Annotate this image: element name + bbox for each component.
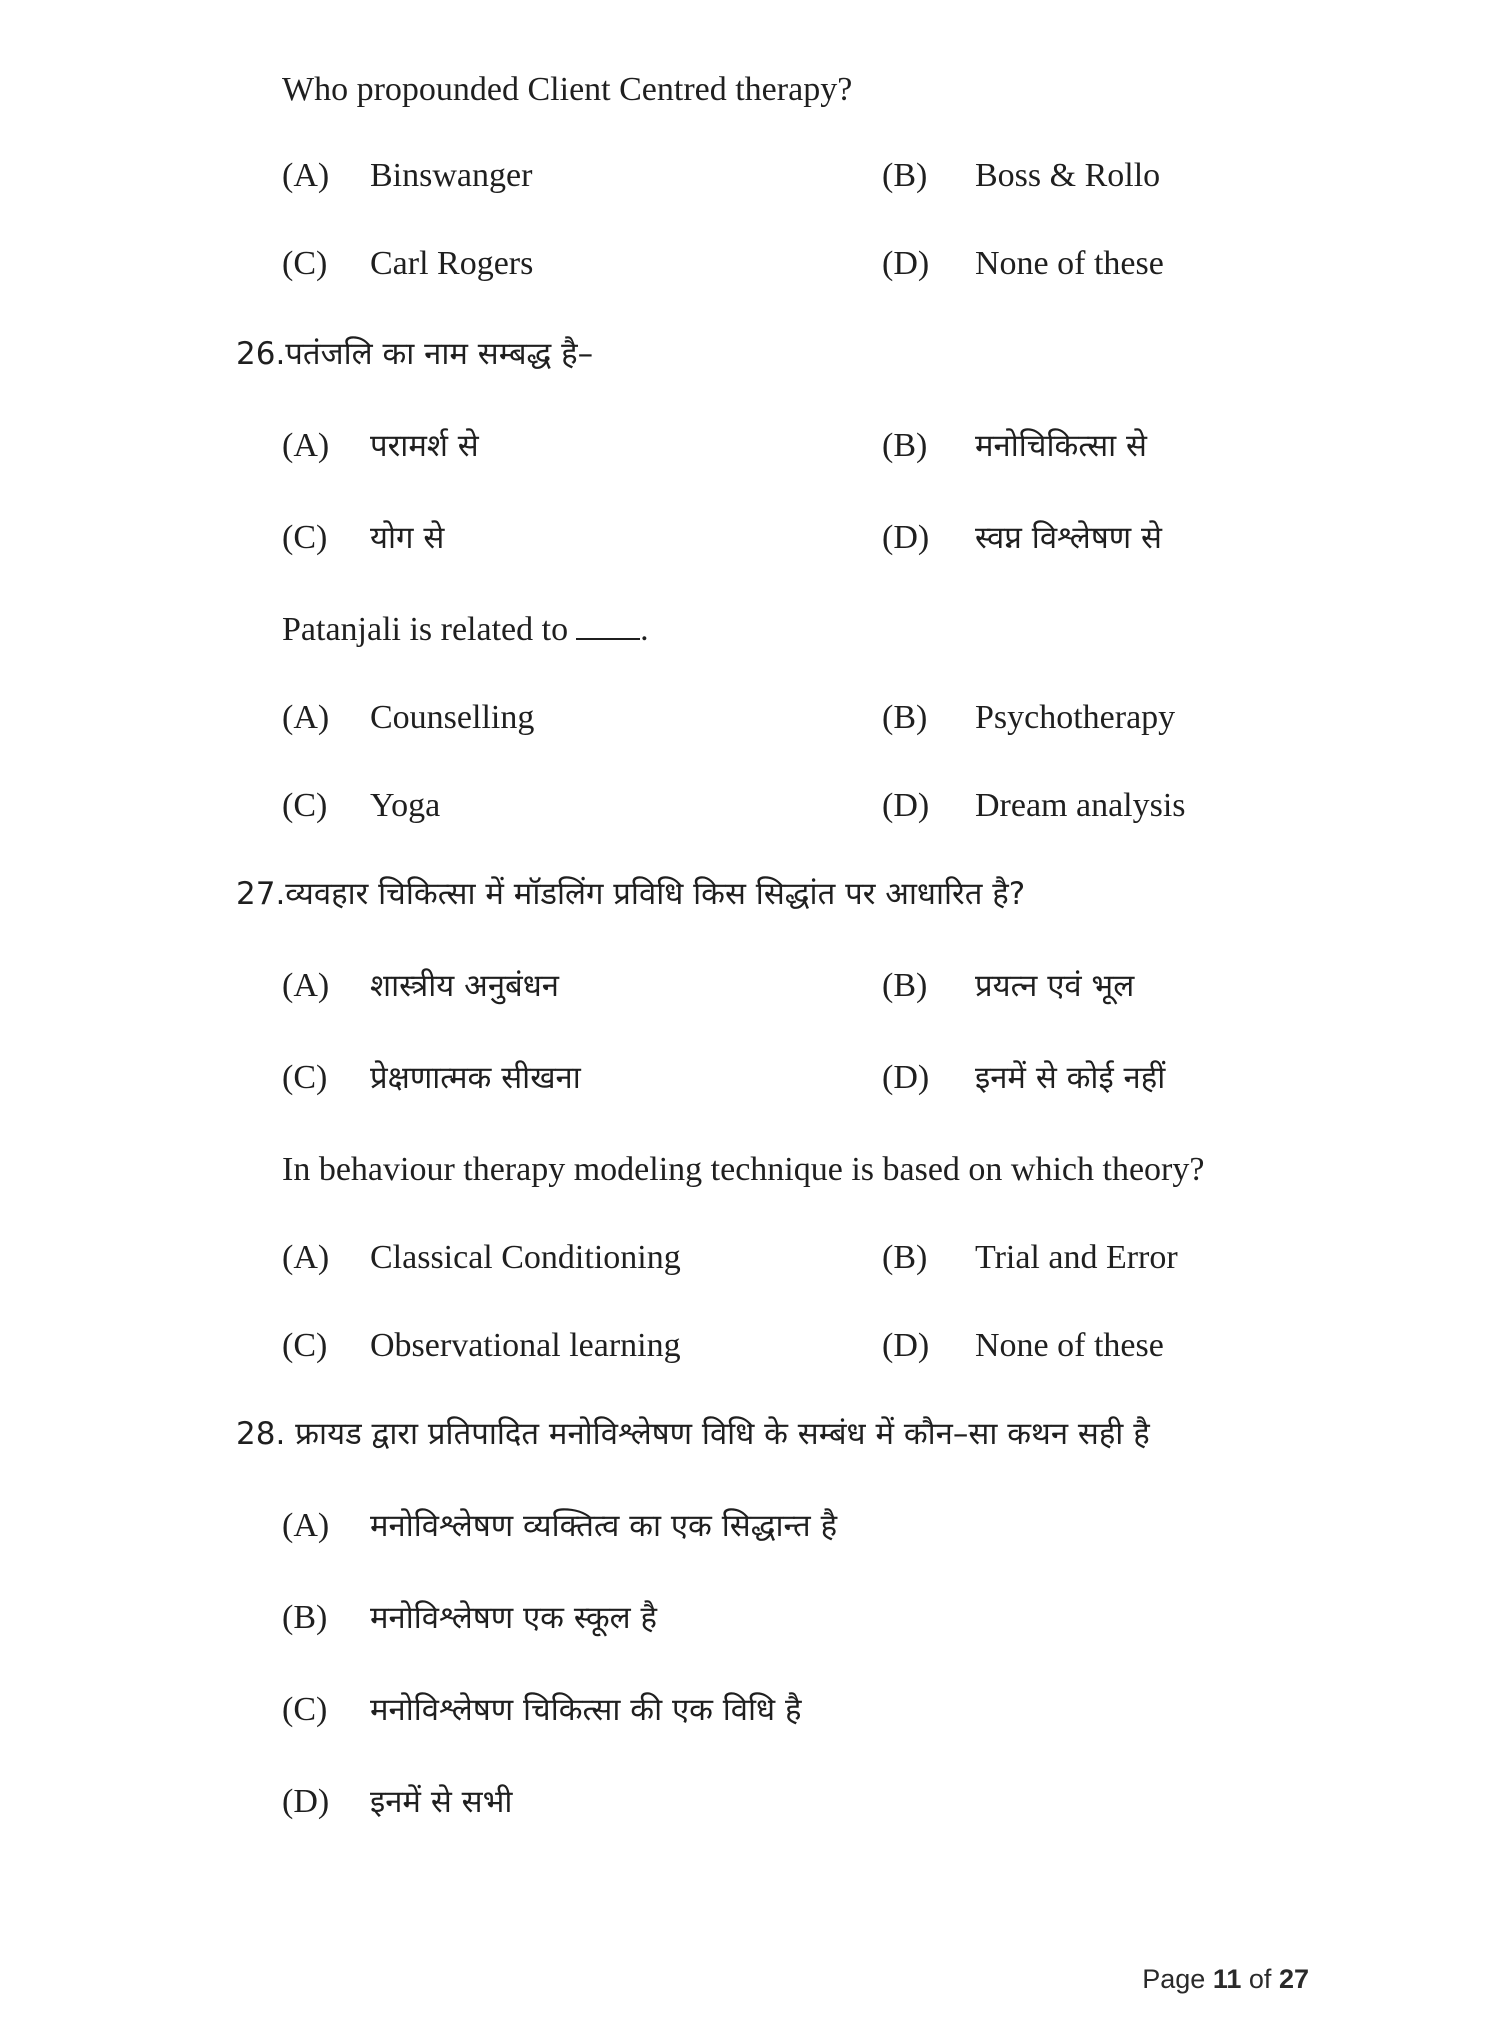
- q27-hi-option-d-text: इनमें से कोई नहीं: [975, 1060, 1166, 1096]
- q27-en-option-d-letter: (D): [882, 1327, 930, 1364]
- q26-hi-option-b-text: मनोचिकित्सा से: [975, 428, 1147, 464]
- q25-option-d-text: None of these: [975, 245, 1164, 282]
- question-26-stem-en-text: Patanjali is related to: [282, 611, 569, 648]
- question-28-stem-hi: 28. फ्रायड द्वारा प्रतिपादित मनोविश्लेषण विधि के सम्बंध में कौन–सा कथन सही है: [236, 1416, 1150, 1452]
- q27-en-option-c-letter: (C): [282, 1327, 328, 1364]
- question-25-stem-en: Who propounded Client Centred therapy?: [282, 71, 853, 108]
- q26-hi-option-c-letter: (C): [282, 519, 328, 556]
- q27-hi-option-a-text: शास्त्रीय अनुबंधन: [370, 968, 560, 1004]
- answer-blank: [576, 608, 640, 640]
- q26-en-option-d-text: Dream analysis: [975, 787, 1186, 824]
- q27-hi-option-d-letter: (D): [882, 1059, 930, 1096]
- q27-en-option-b-text: Trial and Error: [975, 1239, 1178, 1276]
- q28-option-a-letter: (A): [282, 1507, 330, 1544]
- q27-en-option-d-text: None of these: [975, 1327, 1164, 1364]
- q27-en-option-c-text: Observational learning: [370, 1327, 681, 1364]
- q27-en-option-b-letter: (B): [882, 1239, 928, 1276]
- q27-en-option-a-letter: (A): [282, 1239, 330, 1276]
- q26-hi-option-a-letter: (A): [282, 427, 330, 464]
- q27-en-option-a-text: Classical Conditioning: [370, 1239, 681, 1276]
- q27-hi-option-c-text: प्रेक्षणात्मक सीखना: [370, 1060, 581, 1096]
- q27-hi-option-a-letter: (A): [282, 967, 330, 1004]
- q28-option-b-text: मनोविश्लेषण एक स्कूल है: [370, 1600, 658, 1636]
- q28-option-b-letter: (B): [282, 1599, 328, 1636]
- q27-hi-option-c-letter: (C): [282, 1059, 328, 1096]
- question-26-stem-en: [282, 608, 649, 652]
- q25-option-a-text: Binswanger: [370, 157, 533, 194]
- q26-en-option-b-letter: (B): [882, 699, 928, 736]
- page-total: 27: [1278, 1964, 1309, 1994]
- of-word: of: [1248, 1964, 1272, 1994]
- question-26-stem-hi: 26.पतंजलि का नाम सम्बद्ध है–: [236, 336, 594, 372]
- q26-hi-option-b-letter: (B): [882, 427, 928, 464]
- q26-en-option-b-text: Psychotherapy: [975, 699, 1176, 736]
- q26-en-option-c-letter: (C): [282, 787, 328, 824]
- question-27-stem-hi: 27.व्यवहार चिकित्सा में मॉडलिंग प्रविधि किस सिद्धांत पर आधारित है?: [236, 876, 1026, 912]
- q26-en-option-c-text: Yoga: [370, 787, 441, 824]
- question-26-stem-en-period: .: [640, 611, 649, 648]
- q26-en-option-a-letter: (A): [282, 699, 330, 736]
- page-current: 11: [1212, 1964, 1242, 1994]
- q25-option-b-letter: (B): [882, 157, 928, 194]
- q28-option-c-text: मनोविश्लेषण चिकित्सा की एक विधि है: [370, 1692, 802, 1728]
- q26-hi-option-d-text: स्वप्न विश्लेषण से: [975, 520, 1162, 556]
- q25-option-d-letter: (D): [882, 245, 930, 282]
- q28-option-c-letter: (C): [282, 1691, 328, 1728]
- q26-hi-option-c-text: योग से: [370, 520, 445, 556]
- q27-hi-option-b-letter: (B): [882, 967, 928, 1004]
- q28-option-a-text: मनोविश्लेषण व्यक्तित्व का एक सिद्धान्त है: [370, 1508, 838, 1544]
- q26-en-option-a-text: Counselling: [370, 699, 535, 736]
- q25-option-a-letter: (A): [282, 157, 330, 194]
- q25-option-b-text: Boss & Rollo: [975, 157, 1161, 194]
- q26-hi-option-a-text: परामर्श से: [370, 428, 479, 464]
- page-word: Page: [1142, 1964, 1206, 1994]
- page-number-footer: [1142, 1964, 1309, 1995]
- q26-hi-option-d-letter: (D): [882, 519, 930, 556]
- q26-en-option-d-letter: (D): [882, 787, 930, 824]
- q27-hi-option-b-text: प्रयत्न एवं भूल: [975, 968, 1135, 1004]
- q25-option-c-letter: (C): [282, 245, 328, 282]
- question-27-stem-en: In behaviour therapy modeling technique is based on which theory?: [282, 1151, 1205, 1188]
- q25-option-c-text: Carl Rogers: [370, 245, 534, 282]
- q28-option-d-letter: (D): [282, 1783, 330, 1820]
- q28-option-d-text: इनमें से सभी: [370, 1784, 513, 1820]
